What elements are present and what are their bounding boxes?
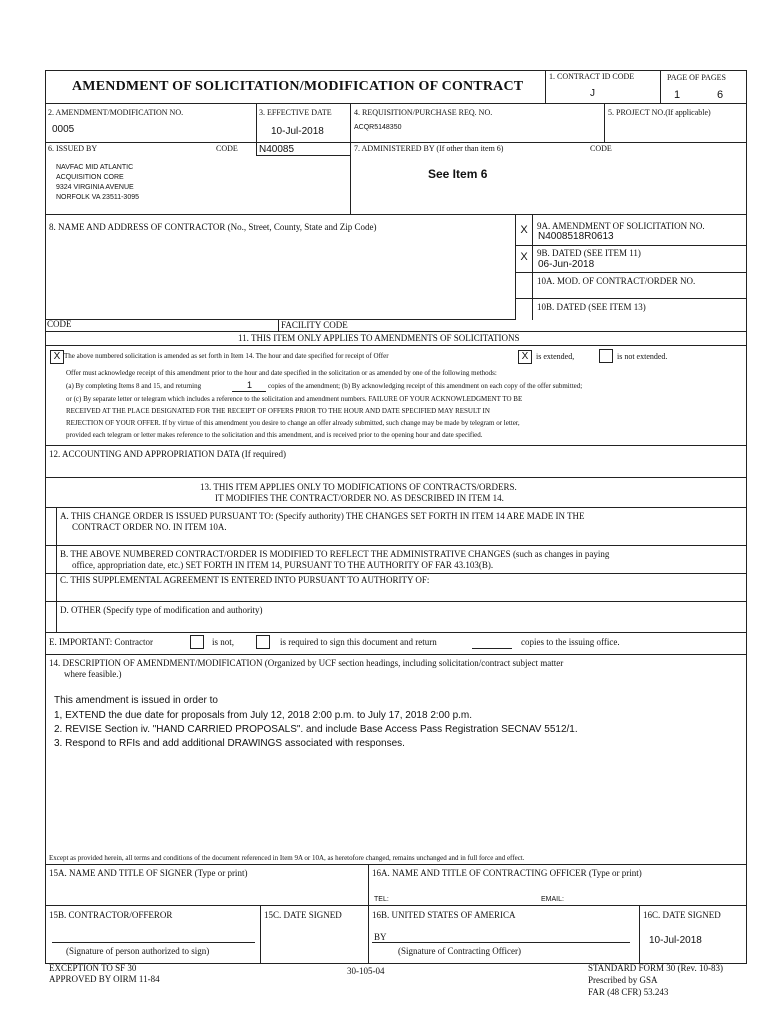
approved-text: APPROVED BY OIRM 11-84: [49, 974, 160, 984]
item-11-text-line: (a) By completing Items 8 and 15, and returning: [66, 382, 202, 390]
rule: [515, 245, 747, 246]
item-13-heading: 13. THIS ITEM APPLIES ONLY TO MODIFICATIONS OF CONTRACTS/ORDERS.: [200, 482, 517, 492]
rule: [45, 214, 747, 215]
facility-code-label: FACILITY CODE: [281, 320, 348, 330]
item-13a-text: CONTRACT ORDER NO. IN ITEM 10A.: [72, 522, 227, 532]
item-11-text-line: provided each telegram or letter makes reference to the solicitation and this amendment, and is received prior to the opening hour and date specified.: [66, 431, 483, 439]
prescribed-by: Prescribed by GSA: [588, 975, 658, 985]
by-label: BY: [374, 932, 387, 942]
rule: [45, 905, 747, 906]
rule: [45, 445, 747, 446]
rule: [260, 905, 261, 964]
description-line: This amendment is issued in order to: [54, 695, 218, 706]
rule: [45, 507, 747, 508]
requisition-label: 4. REQUISITION/PURCHASE REQ. NO.: [354, 108, 493, 117]
rule: [368, 864, 369, 964]
rule: [45, 103, 747, 104]
project-no-label: 5. PROJECT NO.(If applicable): [608, 108, 711, 117]
rule: [350, 103, 351, 143]
item-9b-label: 9B. DATED (SEE ITEM 11): [537, 248, 641, 258]
item-14-label: where feasible.): [64, 669, 122, 679]
extended-text: is extended,: [536, 352, 575, 361]
item-10b-label: 10B. DATED (SEE ITEM 13): [537, 302, 646, 312]
requisition-value: ACQR5148350: [354, 124, 402, 131]
amendment-no-value: 0005: [52, 124, 75, 135]
description-line: 1, EXTEND the due date for proposals from July 12, 2018 2:00 p.m. to July 17, 2018 2:00 p.m.: [54, 710, 473, 721]
item-12-label: 12. ACCOUNTING AND APPROPRIATION DATA (If required): [49, 449, 287, 459]
rule: [45, 477, 747, 478]
item-9a-value: N4008518R0613: [538, 231, 614, 242]
email-label: EMAIL:: [541, 896, 564, 903]
terms-footnote: Except as provided herein, all terms and conditions of the document referenced in Item 9A or 10A, as heretofore changed, remains unchanged and in full force and effect.: [49, 854, 525, 862]
rule: [45, 331, 747, 332]
item-9a-checkmark[interactable]: X: [520, 224, 528, 236]
item-14-label: 14. DESCRIPTION OF AMENDMENT/MODIFICATION (Organized by UCF section headings, including solicitation/contract subject matter: [49, 658, 564, 668]
item-11-text-line: copies of the amendment; (b) By acknowledging receipt of this amendment on each copy of the offer submitted;: [268, 382, 583, 390]
issued-code-value: N40085: [259, 144, 295, 155]
rule: [515, 214, 516, 320]
item-13a-text: A. THIS CHANGE ORDER IS ISSUED PURSUANT TO: (Specify authority) THE CHANGES SET FORTH IN ITEM 14 ARE MADE IN THE: [60, 511, 585, 521]
rule: [45, 601, 747, 602]
officer-signature-line[interactable]: [372, 942, 630, 943]
rule: [45, 345, 747, 346]
item-13d-text: D. OTHER (Specify type of modification and authority): [60, 605, 263, 615]
copies-count-blank: [472, 648, 512, 649]
rule: [746, 70, 747, 964]
rule: [56, 507, 57, 633]
item-16b-label: 16B. UNITED STATES OF AMERICA: [372, 910, 516, 920]
item-13b-text: office, appropriation date, etc.) SET FORTH IN ITEM 14, PURSUANT TO THE AUTHORITY OF FAR 43.103(B).: [72, 560, 494, 570]
tel-label: TEL:: [374, 896, 389, 903]
form-title: AMENDMENT OF SOLICITATION/MODIFICATION OF CONTRACT: [72, 79, 524, 94]
is-not-text: is not,: [212, 637, 235, 647]
exception-text: EXCEPTION TO SF 30: [49, 963, 137, 973]
rule: [45, 70, 747, 71]
amended-text: The above numbered solicitation is amended as set forth in Item 14. The hour and date specified for receipt of Offer: [64, 352, 389, 360]
issued-by-label: 6. ISSUED BY: [48, 144, 98, 153]
item-9b-value: 06-Jun-2018: [538, 259, 595, 270]
far-citation: FAR (48 CFR) 53.243: [588, 987, 669, 997]
item-11-text-line: Offer must acknowledge receipt of this amendment prior to the hour and date specified in the solicitation or as amended by one of the following methods:: [66, 369, 497, 377]
see-item-6: See Item 6: [428, 167, 488, 181]
item-13c-text: C. THIS SUPPLEMENTAL AGREEMENT IS ENTERED INTO PURSUANT TO AUTHORITY OF:: [60, 575, 430, 585]
item-9a-label: 9A. AMENDMENT OF SOLICITATION NO.: [537, 221, 705, 231]
rule: [45, 142, 747, 143]
page-of-label: PAGE OF PAGES: [667, 73, 726, 82]
item-16c-value: 10-Jul-2018: [649, 935, 702, 946]
rule: [639, 905, 640, 964]
item-15c-label: 15C. DATE SIGNED: [264, 910, 342, 920]
is-required-text: is required to sign this document and return: [280, 637, 437, 647]
rule: [515, 272, 747, 273]
copies-returned-value: 1: [247, 380, 253, 390]
issuer-address-line: 9324 VIRGINIA AVENUE: [56, 184, 134, 191]
administered-code-label: CODE: [590, 144, 612, 153]
contract-id-label: 1. CONTRACT ID CODE: [549, 72, 635, 81]
important-label: E. IMPORTANT: Contractor: [49, 637, 154, 647]
rule: [45, 654, 747, 655]
rule: [515, 298, 747, 299]
item-13-subheading: IT MODIFIES THE CONTRACT/ORDER NO. AS DESCRIBED IN ITEM 14.: [215, 493, 504, 503]
is-not-checkbox[interactable]: [190, 635, 204, 649]
rule: [45, 573, 747, 574]
rule: [604, 103, 605, 143]
issuer-address-line: NORFOLK VA 23511-3095: [56, 194, 140, 201]
issuer-address-line: NAVFAC MID ATLANTIC: [56, 164, 134, 171]
item-11-text-line: RECEIVED AT THE PLACE DESIGNATED FOR THE RECEIPT OF OFFERS PRIOR TO THE HOUR AND DATE SPECIFIED MAY RESULT IN: [66, 407, 490, 415]
item-11-heading: 11. THIS ITEM ONLY APPLIES TO AMENDMENTS OF SOLICITATIONS: [238, 333, 520, 343]
rule: [350, 142, 351, 214]
item-15a-label: 15A. NAME AND TITLE OF SIGNER (Type or print): [49, 868, 248, 878]
not-extended-checkbox[interactable]: [599, 349, 613, 363]
rule: [256, 103, 257, 143]
standard-form-label: STANDARD FORM 30 (Rev. 10-83): [588, 963, 723, 973]
contractor-code-label: CODE: [47, 319, 72, 329]
rule: [660, 70, 661, 104]
officer-signature-caption: (Signature of Contracting Officer): [398, 946, 522, 956]
item-11-text-line: or (c) By separate letter or telegram which includes a reference to the solicitation and amendment numbers. FAILURE OF YOUR ACKNOWLEDGMENT TO BE: [66, 395, 523, 403]
effective-date-value: 10-Jul-2018: [271, 126, 324, 137]
item-15b-label: 15B. CONTRACTOR/OFFEROR: [49, 910, 173, 920]
item-16c-label: 16C. DATE SIGNED: [643, 910, 721, 920]
not-extended-text: is not extended.: [617, 352, 668, 361]
description-line: 3. Respond to RFIs and add additional DRAWINGS associated with responses.: [54, 738, 405, 749]
rule: [545, 70, 546, 104]
rule: [45, 70, 46, 964]
rule: [45, 545, 747, 546]
copies-blank: [232, 391, 266, 392]
description-line: 2. REVISE Section iv. "HAND CARRIED PROPOSALS". and include Base Access Pass Registration SECNAV 5512/1.: [54, 724, 578, 735]
issuer-address-line: ACQUISITION CORE: [56, 174, 124, 181]
amendment-no-label: 2. AMENDMENT/MODIFICATION NO.: [48, 108, 184, 117]
form-number: 30-105-04: [347, 966, 385, 976]
item-16a-label: 16A. NAME AND TITLE OF CONTRACTING OFFICER (Type or print): [372, 868, 642, 878]
item-11-text-line: REJECTION OF YOUR OFFER. If by virtue of this amendment you desire to change an offer already submitted, such change may be made by telegram or letter,: [66, 419, 520, 427]
page-total: 6: [717, 89, 724, 101]
copies-text: copies to the issuing office.: [521, 637, 620, 647]
rule: [532, 214, 533, 320]
rule: [256, 155, 350, 156]
is-required-checkbox[interactable]: [256, 635, 270, 649]
administered-by-label: 7. ADMINISTERED BY (If other than item 6): [354, 144, 504, 153]
effective-date-label: 3. EFFECTIVE DATE: [259, 108, 332, 117]
rule: [45, 864, 747, 865]
extended-checkbox[interactable]: X: [518, 350, 532, 364]
issued-code-label: CODE: [216, 144, 238, 153]
contract-id-value: J: [590, 88, 595, 99]
item-13b-text: B. THE ABOVE NUMBERED CONTRACT/ORDER IS MODIFIED TO REFLECT THE ADMINISTRATIVE CHANGES (such as changes in paying: [60, 549, 610, 559]
amended-checkbox[interactable]: X: [50, 350, 64, 364]
rule: [45, 632, 747, 633]
contractor-label: 8. NAME AND ADDRESS OF CONTRACTOR (No., Street, County, State and Zip Code): [49, 222, 377, 232]
page-number: 1: [674, 89, 681, 101]
contractor-signature-caption: (Signature of person authorized to sign): [66, 946, 210, 956]
item-10a-label: 10A. MOD. OF CONTRACT/ORDER NO.: [537, 276, 696, 286]
item-9b-checkmark[interactable]: X: [520, 251, 528, 263]
contractor-signature-line[interactable]: [52, 942, 255, 943]
rule: [256, 142, 257, 156]
